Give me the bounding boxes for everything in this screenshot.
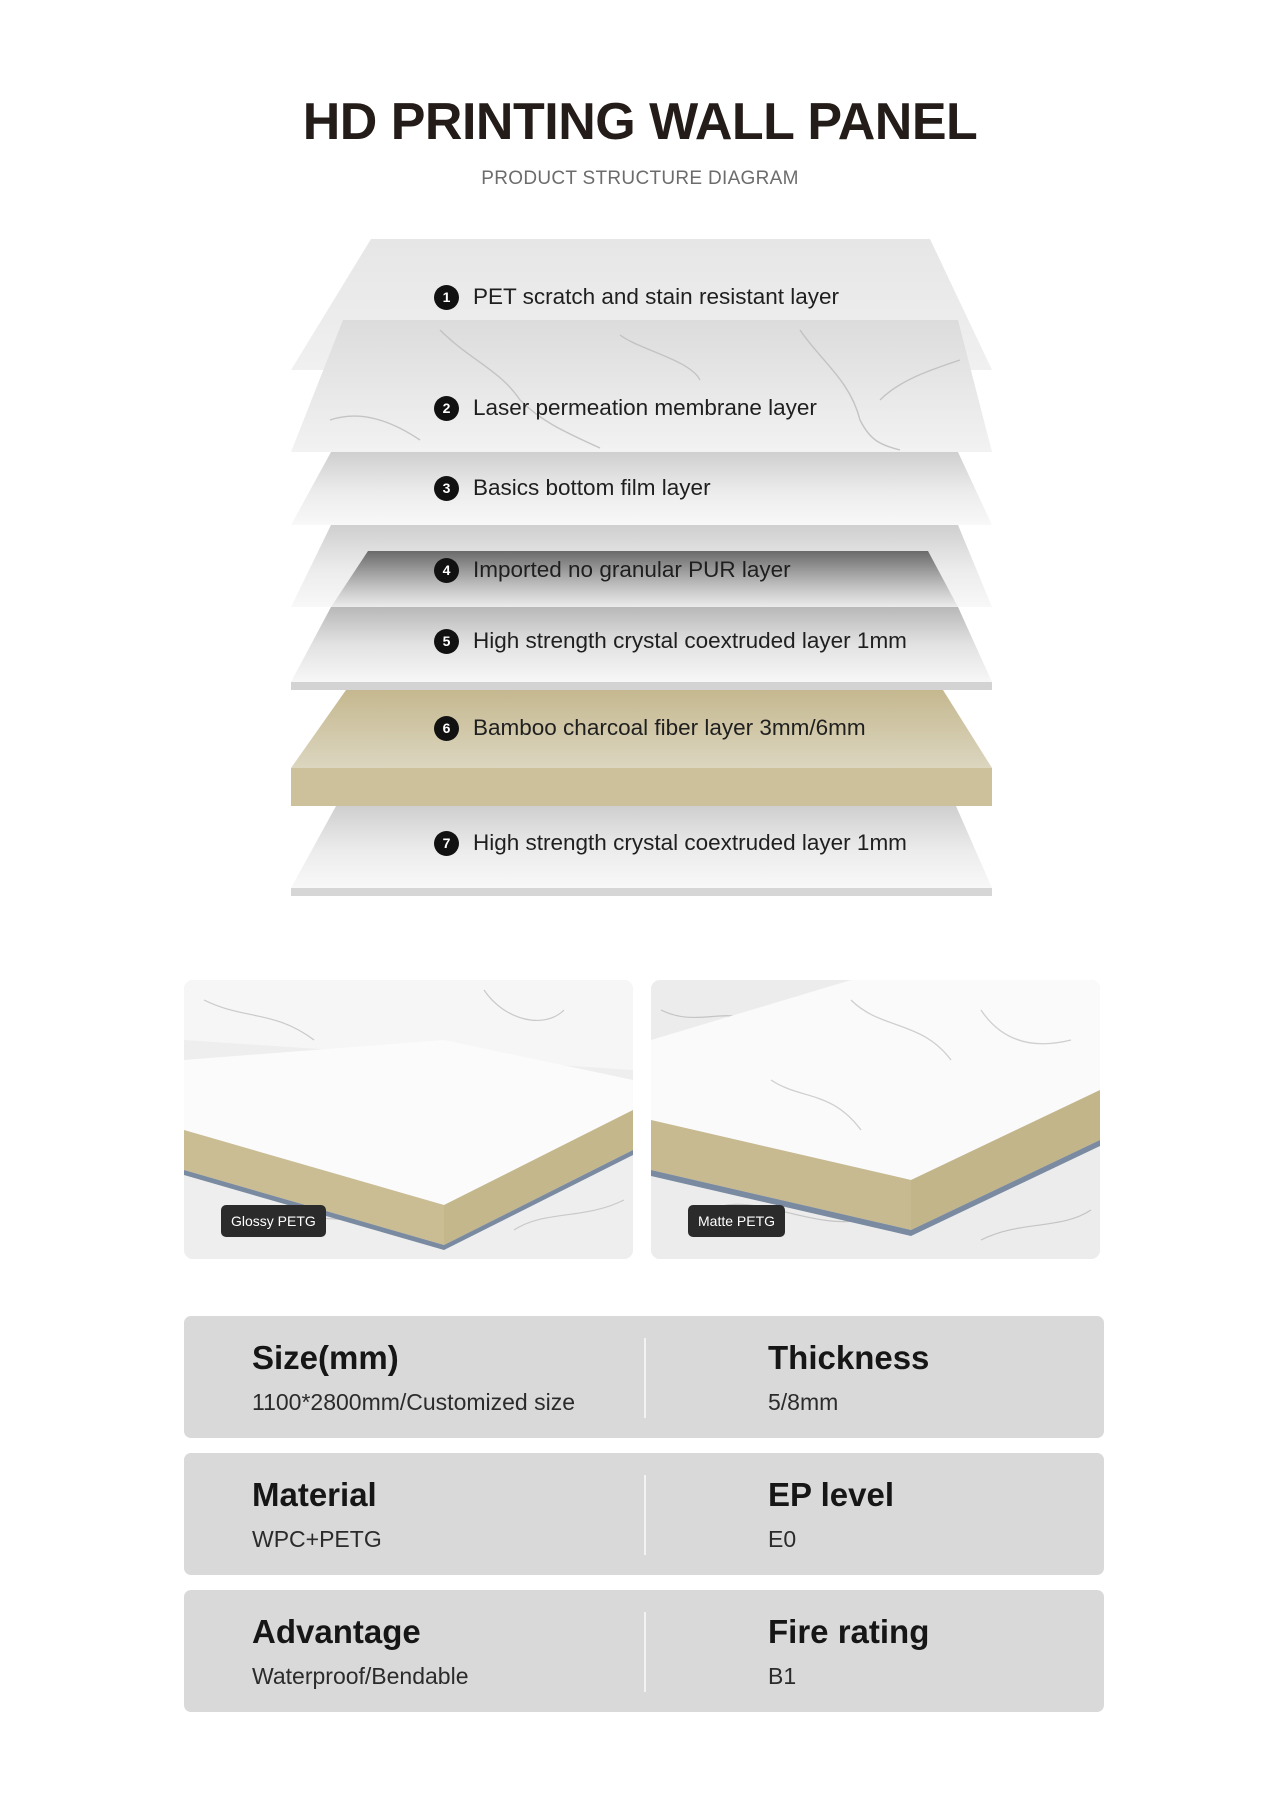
spec-cell-size <box>252 1338 575 1416</box>
layer-label-text: Imported no granular PUR layer <box>473 557 791 582</box>
layer-label-1 <box>434 281 839 313</box>
layer-label-5 <box>434 625 907 657</box>
matte-petg-photo <box>651 980 1100 1259</box>
spec-value: B1 <box>768 1663 797 1689</box>
layer-label-3 <box>434 472 711 504</box>
spec-label: Thickness <box>768 1339 930 1376</box>
structure-diagram <box>0 0 1280 900</box>
spec-divider <box>644 1338 646 1418</box>
spec-label: Advantage <box>252 1613 421 1650</box>
spec-cell-ep-level <box>768 1475 894 1553</box>
layer-7-edge <box>291 888 992 896</box>
layer-label-text: High strength crystal coextruded layer 1mm <box>473 628 907 653</box>
layer-label-text: Basics bottom film layer <box>473 475 711 500</box>
spec-cell-thickness <box>768 1338 929 1416</box>
layer-stack-graphic <box>0 0 1280 900</box>
spec-value: E0 <box>768 1526 797 1552</box>
layer-label-4 <box>434 554 791 586</box>
spec-value: 1100*2800mm/Customized size <box>252 1389 576 1415</box>
spec-divider <box>644 1475 646 1555</box>
number-badge: 1 <box>434 285 459 310</box>
spec-cell-material <box>252 1475 382 1553</box>
spec-row-size <box>184 1316 1104 1438</box>
layer-label-2 <box>434 392 817 424</box>
layer-6-edge <box>291 768 992 806</box>
spec-value: Waterproof/Bendable <box>252 1663 469 1689</box>
number-badge: 2 <box>434 396 459 421</box>
spec-row-advantage <box>184 1590 1104 1712</box>
layer-label-text: Laser permeation membrane layer <box>473 395 817 420</box>
spec-label: Size(mm) <box>252 1339 399 1376</box>
spec-value: 5/8mm <box>768 1389 839 1415</box>
photo-badge: Matte PETG <box>688 1205 785 1237</box>
spec-value: WPC+PETG <box>252 1526 382 1552</box>
spec-row-material <box>184 1453 1104 1575</box>
spec-cell-fire-rating <box>768 1612 929 1690</box>
spec-label: Fire rating <box>768 1613 930 1650</box>
number-badge: 3 <box>434 476 459 501</box>
page-subtitle: PRODUCT STRUCTURE DIAGRAM <box>481 168 799 189</box>
number-badge: 6 <box>434 716 459 741</box>
number-badge: 5 <box>434 629 459 654</box>
layer-label-text: Bamboo charcoal fiber layer 3mm/6mm <box>473 715 866 740</box>
number-badge: 7 <box>434 831 459 856</box>
layer-5-edge <box>291 682 992 690</box>
number-badge: 4 <box>434 558 459 583</box>
layer-label-7 <box>434 827 907 859</box>
layer-label-text: High strength crystal coextruded layer 1mm <box>473 830 907 855</box>
photo-badge: Glossy PETG <box>221 1205 326 1237</box>
layer-label-6 <box>434 712 866 744</box>
spec-label: Material <box>252 1476 377 1513</box>
glossy-petg-photo <box>184 980 633 1259</box>
layer-label-text: PET scratch and stain resistant layer <box>473 284 839 309</box>
page-title: HD PRINTING WALL PANEL <box>302 93 978 151</box>
spec-divider <box>644 1612 646 1692</box>
spec-label: EP level <box>768 1476 894 1513</box>
spec-cell-advantage <box>252 1612 469 1690</box>
layer-2-plate <box>291 320 992 452</box>
